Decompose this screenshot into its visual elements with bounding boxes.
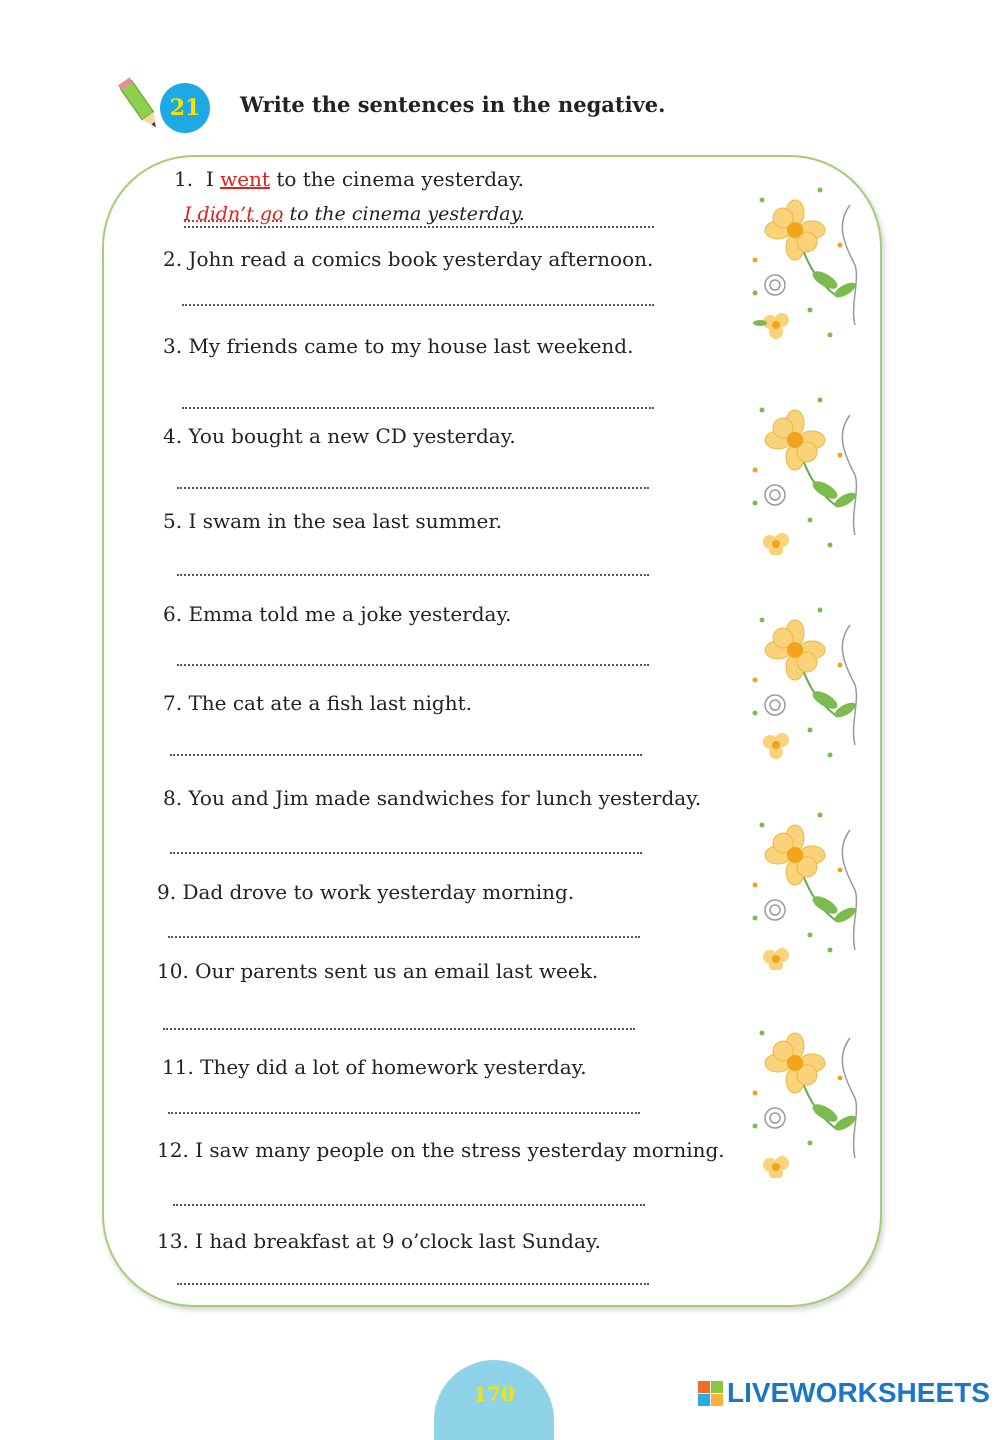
example-answer-negative: I didn’t go bbox=[184, 203, 284, 225]
flower-decoration-icon bbox=[750, 605, 860, 765]
question-11: 11. They did a lot of homework yesterday. bbox=[162, 1055, 587, 1079]
example-number: 1. bbox=[174, 167, 194, 191]
liveworksheets-logo-icon bbox=[698, 1381, 723, 1406]
question-13: 13. I had breakfast at 9 o’clock last Sunday. bbox=[157, 1229, 601, 1253]
answer-line-10[interactable] bbox=[163, 1006, 635, 1030]
liveworksheets-brand: LIVEWORKSHEETS bbox=[727, 1377, 990, 1408]
answer-line-5[interactable] bbox=[177, 552, 649, 576]
answer-line-2[interactable] bbox=[182, 282, 654, 306]
question-9: 9. Dad drove to work yesterday morning. bbox=[157, 880, 575, 904]
answer-line-6[interactable] bbox=[177, 642, 649, 666]
flower-decoration-icon bbox=[750, 1018, 860, 1178]
pencil-icon bbox=[118, 76, 164, 136]
example-verb: went bbox=[220, 167, 270, 191]
exercise-number: 21 bbox=[169, 95, 201, 121]
question-8: 8. You and Jim made sandwiches for lunch yesterday. bbox=[163, 786, 702, 810]
answer-line-11[interactable] bbox=[168, 1090, 640, 1114]
page-number-tab bbox=[434, 1360, 554, 1440]
question-2: 2. John read a comics book yesterday afternoon. bbox=[163, 247, 654, 271]
question-5: 5. I swam in the sea last summer. bbox=[163, 509, 503, 533]
question-12: 12. I saw many people on the stress yesterday morning. bbox=[157, 1138, 725, 1162]
exercise-number-badge bbox=[160, 83, 210, 133]
answer-line-4[interactable] bbox=[177, 465, 649, 489]
question-7: 7. The cat ate a fish last night. bbox=[163, 691, 472, 715]
flower-decoration-icon bbox=[750, 185, 860, 345]
answer-line-13[interactable] bbox=[177, 1261, 649, 1285]
example-question bbox=[174, 167, 524, 191]
example-answer-rest: to the cinema yesterday. bbox=[289, 203, 525, 225]
question-10: 10. Our parents sent us an email last week. bbox=[157, 959, 599, 983]
answer-line-12[interactable] bbox=[173, 1182, 645, 1206]
example-suffix: to the cinema yesterday. bbox=[276, 167, 524, 191]
example-prefix: I bbox=[205, 167, 214, 191]
flower-decoration-icon bbox=[750, 395, 860, 555]
question-4: 4. You bought a new CD yesterday. bbox=[163, 424, 516, 448]
question-6: 6. Emma told me a joke yesterday. bbox=[163, 602, 512, 626]
answer-line-7[interactable] bbox=[170, 732, 642, 756]
answer-line-9[interactable] bbox=[168, 914, 640, 938]
page-number: 170 bbox=[473, 1382, 515, 1406]
answer-line-3[interactable] bbox=[182, 385, 654, 409]
liveworksheets-logo bbox=[698, 1377, 990, 1409]
question-3: 3. My friends came to my house last weekend. bbox=[163, 334, 634, 358]
exercise-instruction: Write the sentences in the negative. bbox=[240, 92, 666, 117]
answer-line-8[interactable] bbox=[170, 830, 642, 854]
flower-decoration-icon bbox=[750, 810, 860, 970]
example-answer bbox=[184, 202, 654, 228]
